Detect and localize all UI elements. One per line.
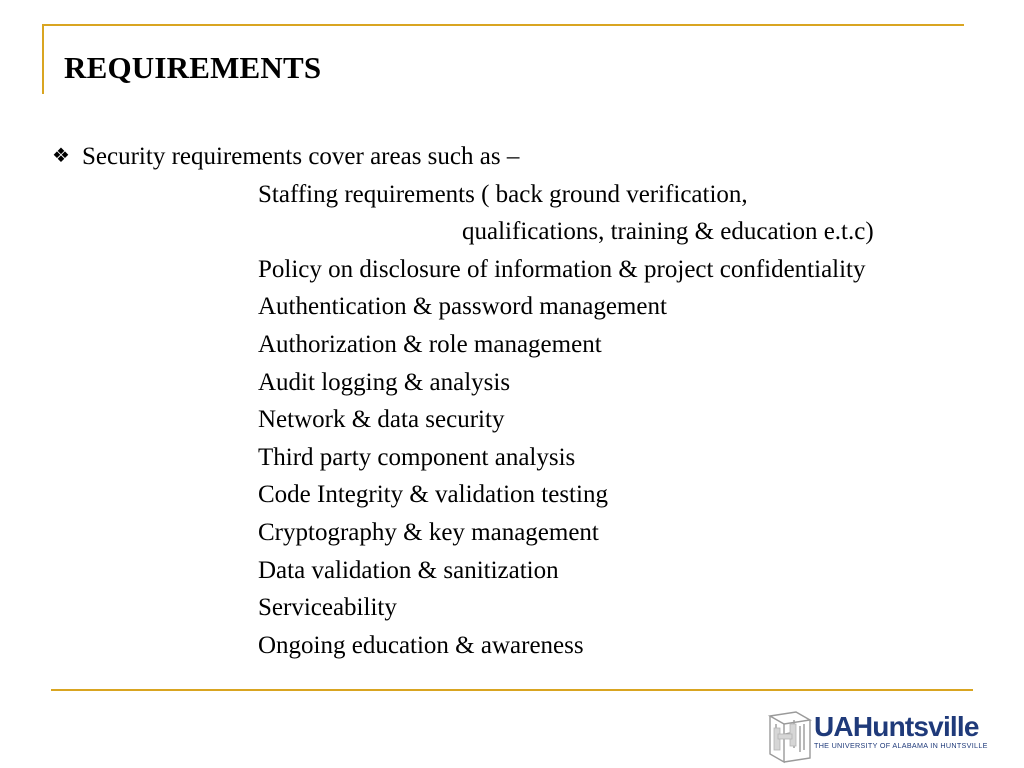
slide-content bbox=[52, 138, 874, 664]
requirements-list bbox=[52, 176, 874, 665]
list-item: Ongoing education & awareness bbox=[258, 631, 584, 659]
list-item: Data validation & sanitization bbox=[258, 556, 559, 584]
top-rule bbox=[42, 24, 964, 26]
uah-emblem-icon bbox=[766, 710, 814, 766]
bottom-rule bbox=[51, 689, 973, 691]
list-item: Cryptography & key management bbox=[258, 518, 599, 546]
list-item: Serviceability bbox=[258, 594, 397, 622]
list-item: Audit logging & analysis bbox=[258, 368, 511, 396]
bullet-point bbox=[52, 138, 874, 176]
diamond-bullet-icon: ❖ bbox=[52, 145, 70, 167]
list-item: Network & data security bbox=[258, 406, 505, 434]
list-item: Authentication & password management bbox=[258, 293, 667, 321]
uah-logo bbox=[766, 710, 1016, 766]
list-item: Authorization & role management bbox=[258, 330, 602, 358]
list-item: Third party component analysis bbox=[258, 443, 576, 471]
bullet-text: Security requirements cover areas such as – bbox=[82, 143, 520, 170]
logo-wordmark: UAHuntsville bbox=[814, 711, 979, 742]
list-item: Policy on disclosure of information & project confidentiality bbox=[258, 255, 866, 283]
logo-tagline: THE UNIVERSITY OF ALABAMA IN HUNTSVILLE bbox=[814, 741, 988, 750]
slide-title: REQUIREMENTS bbox=[64, 50, 322, 85]
list-item-continuation: qualifications, training & education e.t.c) bbox=[462, 218, 874, 246]
list-item: Code Integrity & validation testing bbox=[258, 481, 608, 509]
left-rule bbox=[42, 24, 44, 94]
list-item: Staffing requirements ( back ground verification, bbox=[258, 180, 748, 208]
